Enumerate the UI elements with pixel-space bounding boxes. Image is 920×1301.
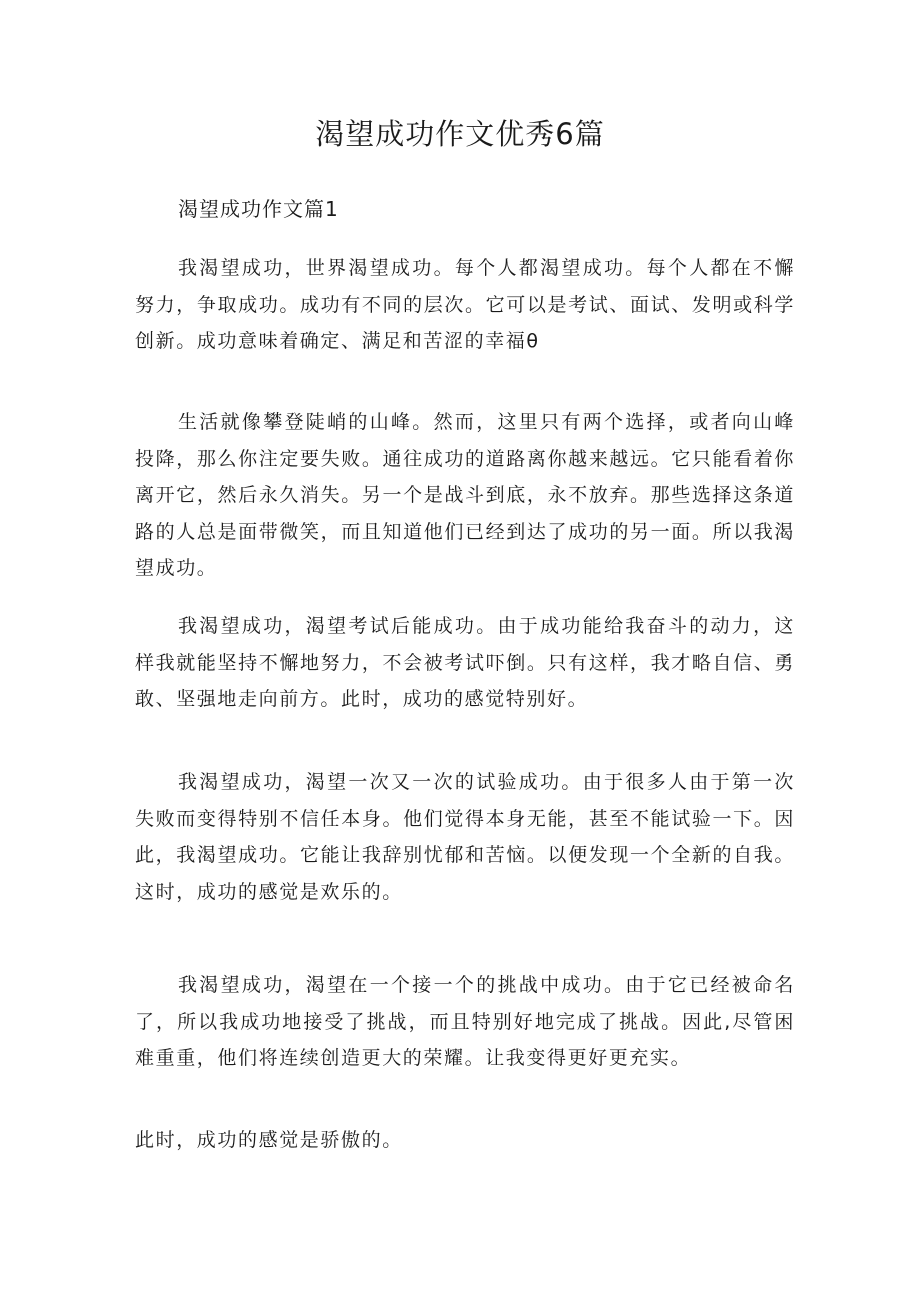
paragraph-1: 我渴望成功，世界渴望成功。每个人都渴望成功。每个人都在不懈努力，争取成功。成功有不同的层次。它可以是考试、面试、发明或科学创新。成功意味着确定、满足和苦涩的幸福θ xyxy=(135,257,795,352)
paragraph-5: 我渴望成功，渴望在一个接一个的挑战中成功。由于它已经被命名了，所以我成功地接受了挑战，而且特别好地完成了挑战。因此,尽管困难重重，他们将连续创造更大的荣耀。让我变得更好更充实。 xyxy=(135,974,795,1069)
paragraph-4: 我渴望成功，渴望一次又一次的试验成功。由于很多人由于第一次失败而变得特别不信任本身。他们觉得本身无能，甚至不能试验一下。因此，我渴望成功。它能让我辞别忧郁和苦恼。以便发现一个全新的自我。这时，成功的感觉是欢乐的。 xyxy=(135,771,795,903)
document-title: 渴望成功作文优秀6篇 xyxy=(315,117,605,151)
section-heading: 渴望成功作文篇1 xyxy=(178,197,339,221)
paragraph-6: 此时，成功的感觉是骄傲的。 xyxy=(135,1129,403,1151)
paragraph-3: 我渴望成功，渴望考试后能成功。由于成功能给我奋斗的动力，这样我就能坚持不懈地努力，不会被考试吓倒。只有这样，我才略自信、勇敢、坚强地走向前方。此时，成功的感觉特别好。 xyxy=(135,615,795,710)
paragraph-2: 生活就像攀登陡峭的山峰。然而，这里只有两个选择，或者向山峰投降，那么你注定要失败。通往成功的道路离你越来越远。它只能看着你离开它，然后永久消失。另一个是战斗到底，永不放弃。那些选择这条道路的人总是面带微笑，而且知道他们已经到达了成功的另一面。所以我渴望成功。 xyxy=(135,411,795,579)
